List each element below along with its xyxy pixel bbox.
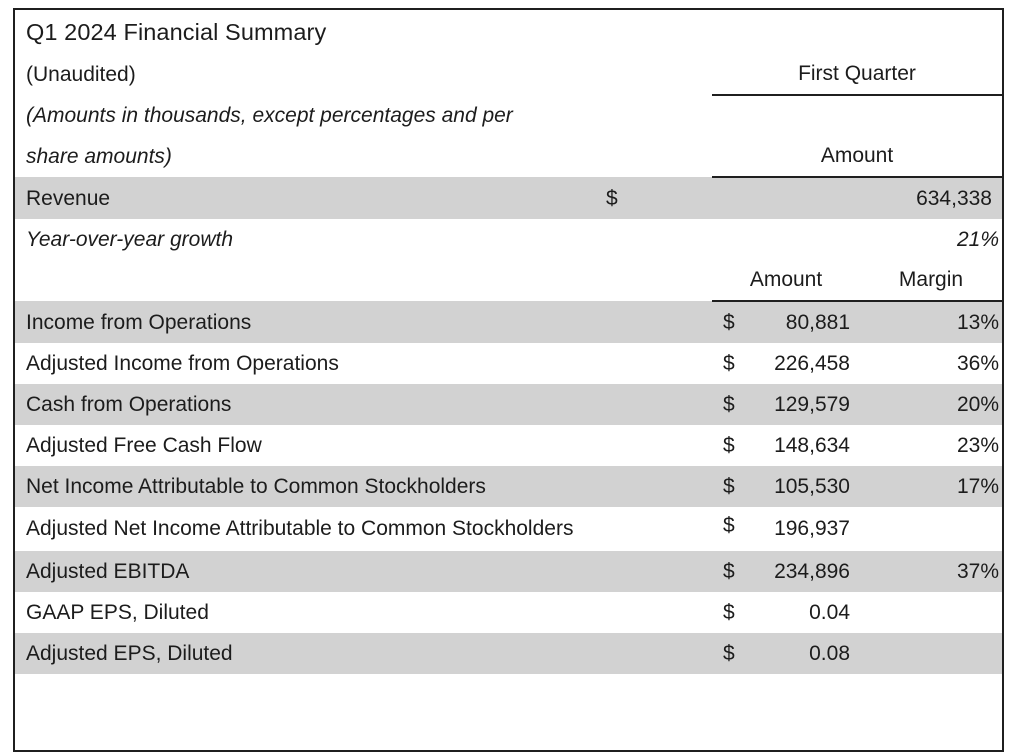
currency-symbol: $ — [723, 311, 735, 334]
currency-symbol: $ — [723, 514, 735, 537]
metric-amount-value: 196,937 — [774, 517, 850, 540]
audit-note: (Unaudited) — [15, 54, 712, 95]
metric-label: Adjusted Net Income Attributable to Common Stockholders — [15, 507, 712, 551]
financial-summary-table-frame — [13, 8, 1004, 752]
metric-margin-value — [860, 592, 1002, 633]
metric-amount-value: 148,634 — [774, 434, 850, 457]
yoy-growth-label: Year-over-year growth — [15, 219, 712, 260]
yoy-growth-row — [15, 219, 1002, 260]
metric-amount-cell — [712, 384, 860, 425]
metric-label: Income from Operations — [15, 301, 712, 343]
units-note-row-2 — [15, 136, 1002, 177]
table-row — [15, 551, 1002, 592]
metric-amount-cell — [712, 592, 860, 633]
currency-symbol: $ — [723, 393, 735, 416]
metric-amount-value: 105,530 — [774, 475, 850, 498]
metric-margin-value: 23% — [860, 425, 1002, 466]
page-title: Q1 2024 Financial Summary — [15, 10, 712, 54]
revenue-amount-cell — [606, 177, 1002, 219]
metric-label: Adjusted Income from Operations — [15, 343, 712, 384]
table-row — [15, 301, 1002, 343]
currency-symbol: $ — [723, 434, 735, 457]
units-note-row-1 — [15, 95, 1002, 136]
metric-margin-value — [860, 633, 1002, 674]
currency-symbol: $ — [723, 475, 735, 498]
amount-header: Amount — [712, 136, 1002, 177]
yoy-growth-value: 21% — [712, 219, 1002, 260]
metric-amount-value: 234,896 — [774, 560, 850, 583]
metric-amount-cell — [712, 425, 860, 466]
subheader-margin: Margin — [860, 260, 1002, 301]
table-row — [15, 425, 1002, 466]
table-row — [15, 384, 1002, 425]
metric-amount-cell — [712, 551, 860, 592]
currency-symbol: $ — [723, 560, 735, 583]
metric-amount-cell — [712, 633, 860, 674]
metric-amount-cell — [712, 301, 860, 343]
metric-amount-value: 0.08 — [809, 642, 850, 665]
subheader-row — [15, 260, 1002, 301]
financial-summary-table — [15, 10, 1002, 674]
units-note-line-1: (Amounts in thousands, except percentages and per — [15, 95, 712, 136]
metric-margin-value: 36% — [860, 343, 1002, 384]
metric-amount-value: 226,458 — [774, 352, 850, 375]
table-row — [15, 343, 1002, 384]
metric-label: Cash from Operations — [15, 384, 712, 425]
metric-amount-value: 0.04 — [809, 601, 850, 624]
metric-margin-value: 13% — [860, 301, 1002, 343]
metric-amount-value: 129,579 — [774, 393, 850, 416]
currency-symbol: $ — [723, 601, 735, 624]
revenue-amount-value: 634,338 — [916, 187, 992, 210]
table-body — [15, 10, 1002, 301]
title-row — [15, 10, 1002, 54]
metric-label: Adjusted EBITDA — [15, 551, 712, 592]
title-row-margin-spacer — [860, 10, 1002, 54]
currency-symbol: $ — [723, 352, 735, 375]
metric-label: Adjusted EPS, Diluted — [15, 633, 712, 674]
currency-symbol: $ — [723, 642, 735, 665]
metric-label: Adjusted Free Cash Flow — [15, 425, 712, 466]
subheader-label-spacer — [15, 260, 712, 301]
revenue-row — [15, 177, 1002, 219]
metric-label: Net Income Attributable to Common Stockholders — [15, 466, 712, 507]
units-row1-margin-spacer — [860, 95, 1002, 136]
metric-amount-cell — [712, 507, 860, 551]
period-header: First Quarter — [712, 54, 1002, 95]
revenue-currency-symbol: $ — [606, 187, 618, 210]
metric-amount-value: 80,881 — [785, 311, 850, 334]
table-row — [15, 633, 1002, 674]
metric-margin-value: 37% — [860, 551, 1002, 592]
unaudited-row — [15, 54, 1002, 95]
revenue-label: Revenue — [15, 177, 712, 219]
metric-margin-value — [860, 507, 1002, 551]
table-row — [15, 507, 1002, 551]
title-row-amount-spacer — [712, 10, 860, 54]
metric-margin-value: 20% — [860, 384, 1002, 425]
metric-label: GAAP EPS, Diluted — [15, 592, 712, 633]
metric-amount-cell — [712, 343, 860, 384]
metric-amount-cell — [712, 466, 860, 507]
table-row — [15, 592, 1002, 633]
subheader-amount: Amount — [712, 260, 860, 301]
metric-margin-value: 17% — [860, 466, 1002, 507]
units-row1-amount-spacer — [712, 95, 860, 136]
units-note-line-2: share amounts) — [15, 136, 712, 177]
table-row — [15, 466, 1002, 507]
metric-rows-body — [15, 301, 1002, 674]
